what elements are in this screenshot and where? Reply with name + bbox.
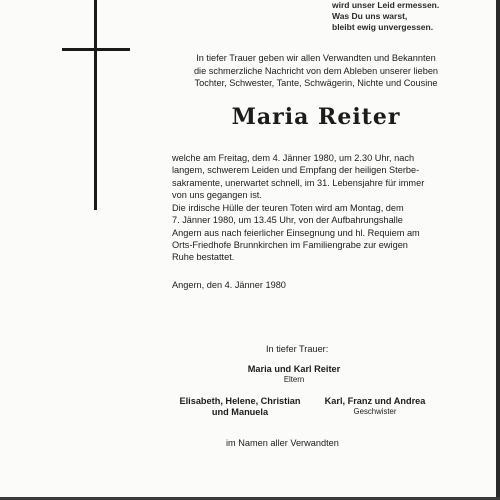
paragraph-line: langem, schwerem Leiden und Empfang der heiligen Sterbe- xyxy=(172,165,420,176)
siblings-relation: Geschwister xyxy=(353,407,397,416)
paragraph-line: Angern aus nach feierlicher Einsegnung und hl. Requiem am xyxy=(172,227,420,238)
intro-line: die schmerzliche Nachricht von dem Ableben unserer lieben xyxy=(193,65,439,76)
parents-relation: Eltern xyxy=(283,375,305,384)
siblings-names: und Manuela xyxy=(211,407,269,417)
scan-edge-right xyxy=(496,0,500,500)
siblings-names: Elisabeth, Helene, Christian xyxy=(179,396,301,406)
mourners-heading: In tiefer Trauer: xyxy=(266,344,329,354)
verse-line: bleibt ewig unvergessen. xyxy=(332,22,434,32)
cross-icon-horizontal xyxy=(62,48,130,51)
parents-group xyxy=(234,364,354,385)
deceased-name: Maria Reiter xyxy=(231,104,401,130)
paragraph-line: von uns gegangen ist. xyxy=(172,189,262,200)
paragraph-line: Ruhe bestattet. xyxy=(172,252,235,263)
intro-line: Tochter, Schwester, Tante, Schwägerin, Nichte und Cousine xyxy=(194,78,438,88)
paragraph-line: welche am Freitag, dem 4. Jänner 1980, um 2.30 Uhr, nach xyxy=(172,153,415,163)
siblings-names: Karl, Franz und Andrea xyxy=(324,396,426,406)
closing-line: im Namen aller Verwandten xyxy=(226,438,339,448)
verse-line: Was Du uns warst, xyxy=(332,11,408,21)
paragraph-line: 7. Jänner 1980, um 13.45 Uhr, von der Aufbahrungshalle xyxy=(172,215,403,226)
funeral-paragraph xyxy=(172,202,472,263)
cross-icon-vertical xyxy=(94,0,97,210)
siblings-right-group xyxy=(310,396,440,417)
paragraph-line: Die irdische Hülle der teuren Toten wird am Montag, dem xyxy=(172,203,404,213)
intro-text xyxy=(160,52,472,90)
place-date: Angern, den 4. Jänner 1980 xyxy=(172,280,286,290)
death-notice-paragraph xyxy=(172,152,472,201)
siblings-left-group xyxy=(176,396,304,418)
paragraph-line: Orts-Friedhofe Brunnkirchen im Familiengrabe zur ewigen xyxy=(172,239,408,250)
verse-line: wird unser Leid ermessen. xyxy=(332,0,440,10)
intro-line: In tiefer Trauer geben wir allen Verwandten und Bekannten xyxy=(196,53,436,63)
parents-names: Maria und Karl Reiter xyxy=(247,364,341,374)
paragraph-line: sakramente, unerwartet schnell, im 31. Lebensjahre für immer xyxy=(172,177,425,188)
verse-block xyxy=(332,0,482,33)
